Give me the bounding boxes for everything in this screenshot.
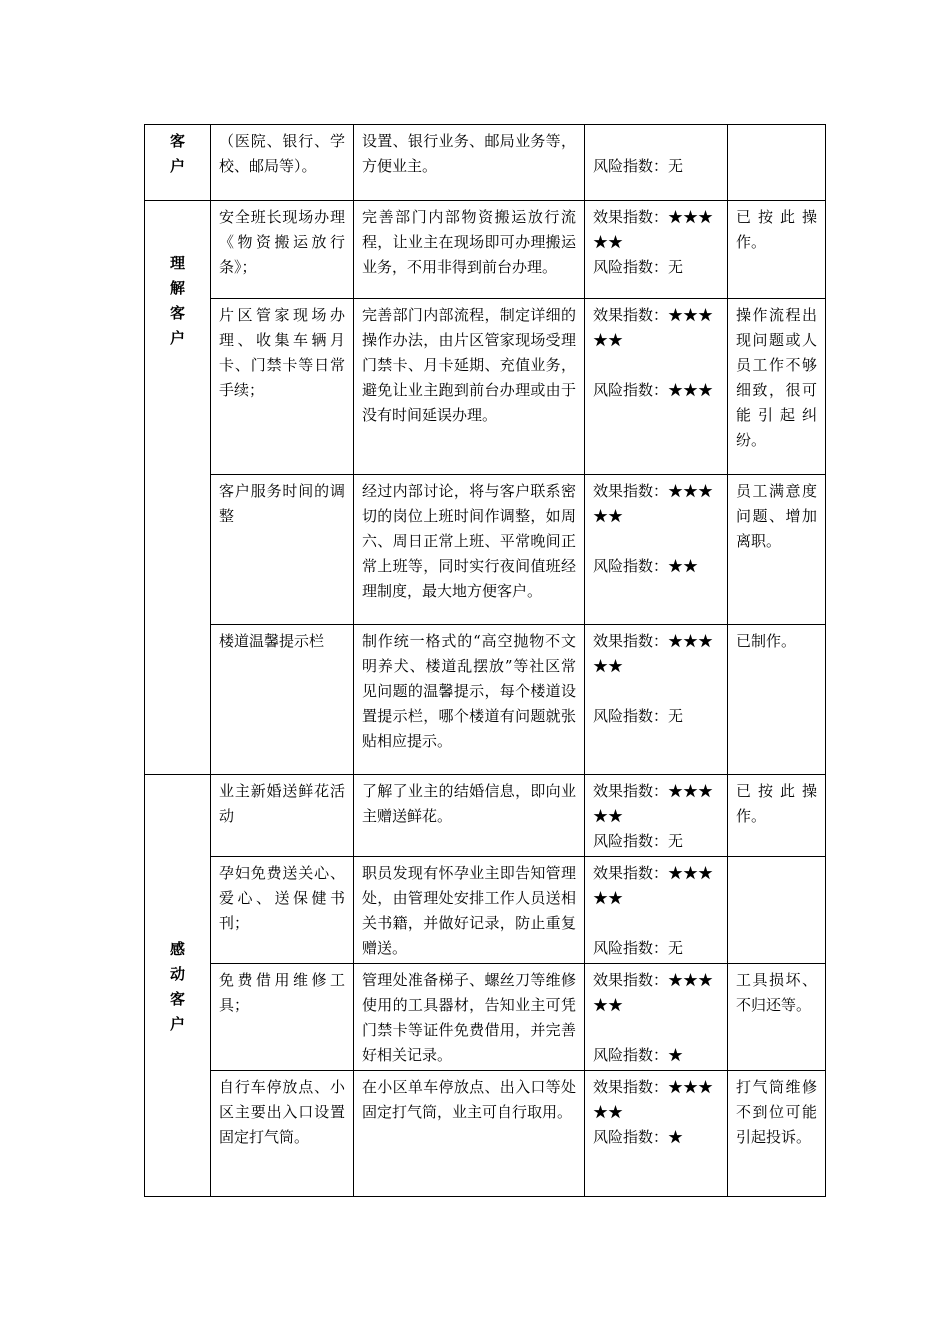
index-cell	[585, 201, 728, 299]
index-cell	[585, 857, 728, 964]
risk-index: 风险指数：无	[593, 939, 684, 957]
effect-index: 效果指数：★★★★★	[593, 782, 714, 825]
note-cell: 员工满意度问题、增加离职。	[728, 475, 826, 625]
index-cell	[585, 1071, 728, 1197]
table-row	[145, 475, 826, 625]
risk-index: 风险指数：★★	[593, 557, 699, 575]
description-cell: 管理处准备梯子、螺丝刀等维修使用的工具器材，告知业主可凭门禁卡等证件免费借用，并完善好相关记录。	[354, 964, 585, 1071]
note-cell: 工具损坏、不归还等。	[728, 964, 826, 1071]
note-cell: 已按此操作。	[728, 775, 826, 857]
category-cell: 理 解 客 户	[145, 201, 211, 775]
effect-index: 效果指数：★★★★★	[593, 482, 714, 525]
table-row	[145, 201, 826, 299]
description-cell: 经过内部讨论，将与客户联系密切的岗位上班时间作调整，如周六、周日正常上班、平常晚间正常上班等，同时实行夜间值班经理制度，最大地方便客户。	[354, 475, 585, 625]
description-cell: 设置、银行业务、邮局业务等，方便业主。	[354, 125, 585, 201]
risk-index: 风险指数：无	[593, 157, 684, 175]
table-row	[145, 775, 826, 857]
description-cell: 在小区单车停放点、出入口等处固定打气筒，业主可自行取用。	[354, 1071, 585, 1197]
measure-cell: 安全班长现场办理《物资搬运放行条》；	[211, 201, 354, 299]
index-cell	[585, 775, 728, 857]
risk-index: 风险指数：★	[593, 1046, 684, 1064]
risk-index: 风险指数：★★★	[593, 381, 714, 399]
risk-index: 风险指数：★	[593, 1128, 684, 1146]
effect-index: 效果指数：★★★★★	[593, 864, 714, 907]
table-row	[145, 964, 826, 1071]
note-cell: 打气筒维修不到位可能引起投诉。	[728, 1071, 826, 1197]
table-row	[145, 299, 826, 475]
category-cell: 感 动 客 户	[145, 775, 211, 1197]
note-cell: 已制作。	[728, 625, 826, 775]
measure-cell: 自行车停放点、小区主要出入口设置固定打气筒。	[211, 1071, 354, 1197]
measure-cell: 片区管家现场办理、收集车辆月卡、门禁卡等日常手续；	[211, 299, 354, 475]
note-cell	[728, 125, 826, 201]
category-cell: 客 户	[145, 125, 211, 201]
measure-cell: 免费借用维修工具；	[211, 964, 354, 1071]
measure-cell: 孕妇免费送关心、爱心、送保健书刊；	[211, 857, 354, 964]
note-cell: 已按此操作。	[728, 201, 826, 299]
risk-index: 风险指数：无	[593, 707, 684, 725]
measure-cell: 楼道温馨提示栏	[211, 625, 354, 775]
effect-index: 效果指数：★★★★★	[593, 306, 714, 349]
table-row	[145, 125, 826, 201]
service-measures-table	[144, 124, 826, 1197]
measure-cell: （医院、银行、学校、邮局等）。	[211, 125, 354, 201]
index-cell	[585, 125, 728, 201]
risk-index: 风险指数：无	[593, 832, 684, 850]
effect-index: 效果指数：★★★★★	[593, 632, 714, 675]
measure-cell: 业主新婚送鲜花活动	[211, 775, 354, 857]
index-cell	[585, 475, 728, 625]
index-cell	[585, 299, 728, 475]
table-row	[145, 625, 826, 775]
description-cell: 完善部门内部流程，制定详细的操作办法，由片区管家现场受理门禁卡、月卡延期、充值业务，避免让业主跑到前台办理或由于没有时间延误办理。	[354, 299, 585, 475]
effect-index: 效果指数：★★★★★	[593, 1078, 714, 1121]
effect-index: 效果指数：★★★★★	[593, 971, 714, 1014]
table-row	[145, 1071, 826, 1197]
table-row	[145, 857, 826, 964]
measure-cell: 客户服务时间的调整	[211, 475, 354, 625]
description-cell: 了解了业主的结婚信息，即向业主赠送鲜花。	[354, 775, 585, 857]
note-cell	[728, 857, 826, 964]
description-cell: 制作统一格式的“高空抛物不文明养犬、楼道乱摆放”等社区常见问题的温馨提示，每个楼道设置提示栏，哪个楼道有问题就张贴相应提示。	[354, 625, 585, 775]
description-cell: 职员发现有怀孕业主即告知管理处，由管理处安排工作人员送相关书籍，并做好记录，防止重复赠送。	[354, 857, 585, 964]
risk-index: 风险指数：无	[593, 258, 684, 276]
index-cell	[585, 625, 728, 775]
note-cell: 操作流程出现问题或人员工作不够细致，很可能引起纠纷。	[728, 299, 826, 475]
index-cell	[585, 964, 728, 1071]
effect-index: 效果指数：★★★★★	[593, 208, 714, 251]
description-cell: 完善部门内部物资搬运放行流程，让业主在现场即可办理搬运业务，不用非得到前台办理。	[354, 201, 585, 299]
